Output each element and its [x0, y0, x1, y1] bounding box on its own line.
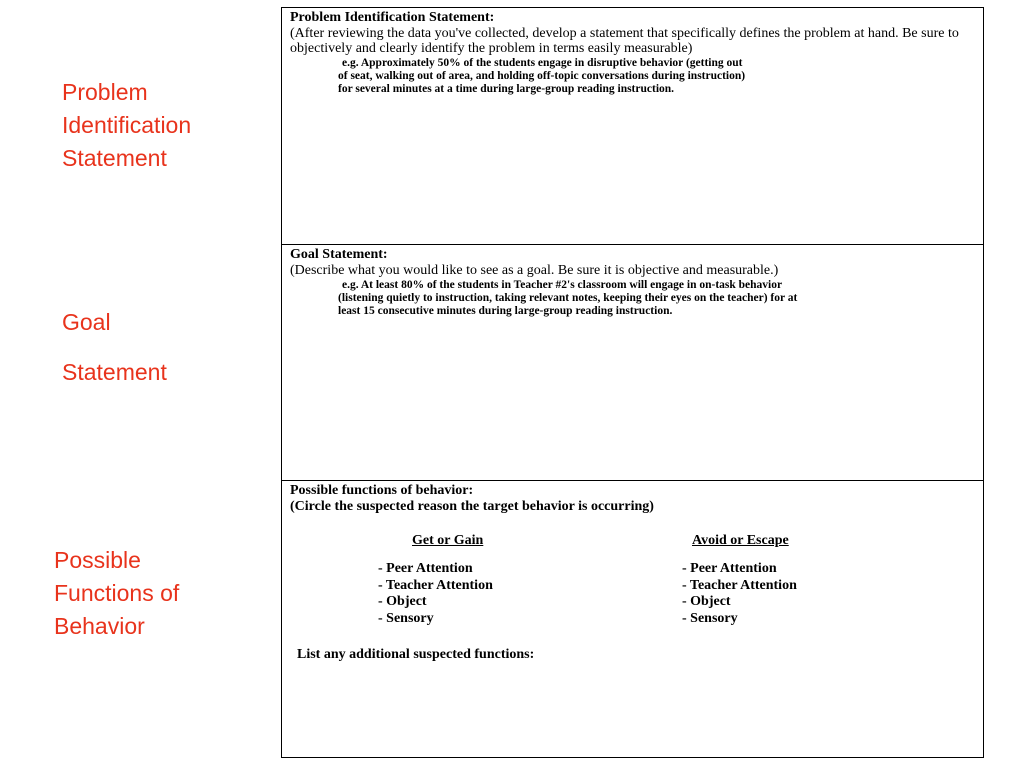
additional-functions-prompt: List any additional suspected functions: — [297, 647, 535, 662]
goal-section — [282, 245, 983, 481]
label-line: Goal — [62, 309, 111, 335]
problem-title: Problem Identification Statement: — [290, 10, 495, 25]
avoid-or-escape-list — [682, 561, 797, 627]
example-line: (listening quietly to instruction, taking relevant notes, keeping their eyes on the teacher) for at — [338, 292, 798, 304]
function-option[interactable]: - Teacher Attention — [378, 577, 493, 593]
goal-title: Goal Statement: — [290, 247, 388, 262]
function-option[interactable]: - Teacher Attention — [682, 577, 797, 593]
label-line: Behavior — [54, 613, 145, 639]
problem-identification-label — [62, 76, 191, 175]
problem-example — [290, 57, 918, 96]
functions-section — [282, 481, 983, 757]
get-or-gain-header: Get or Gain — [412, 533, 484, 548]
function-option[interactable]: - Object — [378, 594, 427, 609]
function-option[interactable]: - Object — [682, 594, 731, 609]
label-line: Statement — [62, 359, 167, 385]
label-line: Possible — [54, 547, 141, 573]
avoid-or-escape-header: Avoid or Escape — [692, 533, 789, 548]
example-line: for several minutes at a time during large-group reading instruction. — [338, 83, 675, 95]
avoid-or-escape-column — [682, 533, 797, 627]
goal-instruction: (Describe what you would like to see as a goal. Be sure it is objective and measurable.) — [290, 263, 779, 278]
goal-statement-label — [62, 297, 167, 397]
label-line: Statement — [62, 145, 167, 171]
problem-instruction: (After reviewing the data you've collected, develop a statement that specifically defines the problem at hand. Be sure to objectively and clearly identify the problem in terms easily measurable) — [290, 26, 959, 56]
functions-instruction: (Circle the suspected reason the target behavior is occurring) — [290, 499, 654, 514]
example-line: e.g. At least 80% of the students in Teacher #2's classroom will engage in on-task behavior — [342, 279, 783, 291]
example-line: least 15 consecutive minutes during large-group reading instruction. — [338, 305, 673, 317]
label-line: Functions of — [54, 580, 180, 606]
possible-functions-label — [54, 544, 179, 643]
goal-example — [290, 279, 978, 318]
functions-title: Possible functions of behavior: — [290, 483, 474, 498]
label-line: Identification — [62, 112, 192, 138]
function-option[interactable]: - Sensory — [682, 610, 738, 626]
function-option[interactable]: - Peer Attention — [682, 561, 777, 576]
get-or-gain-list — [378, 561, 493, 627]
example-line: e.g. Approximately 50% of the students engage in disruptive behavior (getting out — [342, 57, 743, 69]
get-or-gain-column — [378, 533, 493, 627]
function-option[interactable]: - Sensory — [378, 610, 434, 626]
function-option[interactable]: - Peer Attention — [378, 561, 473, 576]
label-line: Problem — [62, 79, 148, 105]
behavior-form — [281, 7, 984, 758]
example-line: of seat, walking out of area, and holding off-topic conversations during instruction) — [338, 70, 746, 82]
problem-section — [282, 8, 983, 245]
